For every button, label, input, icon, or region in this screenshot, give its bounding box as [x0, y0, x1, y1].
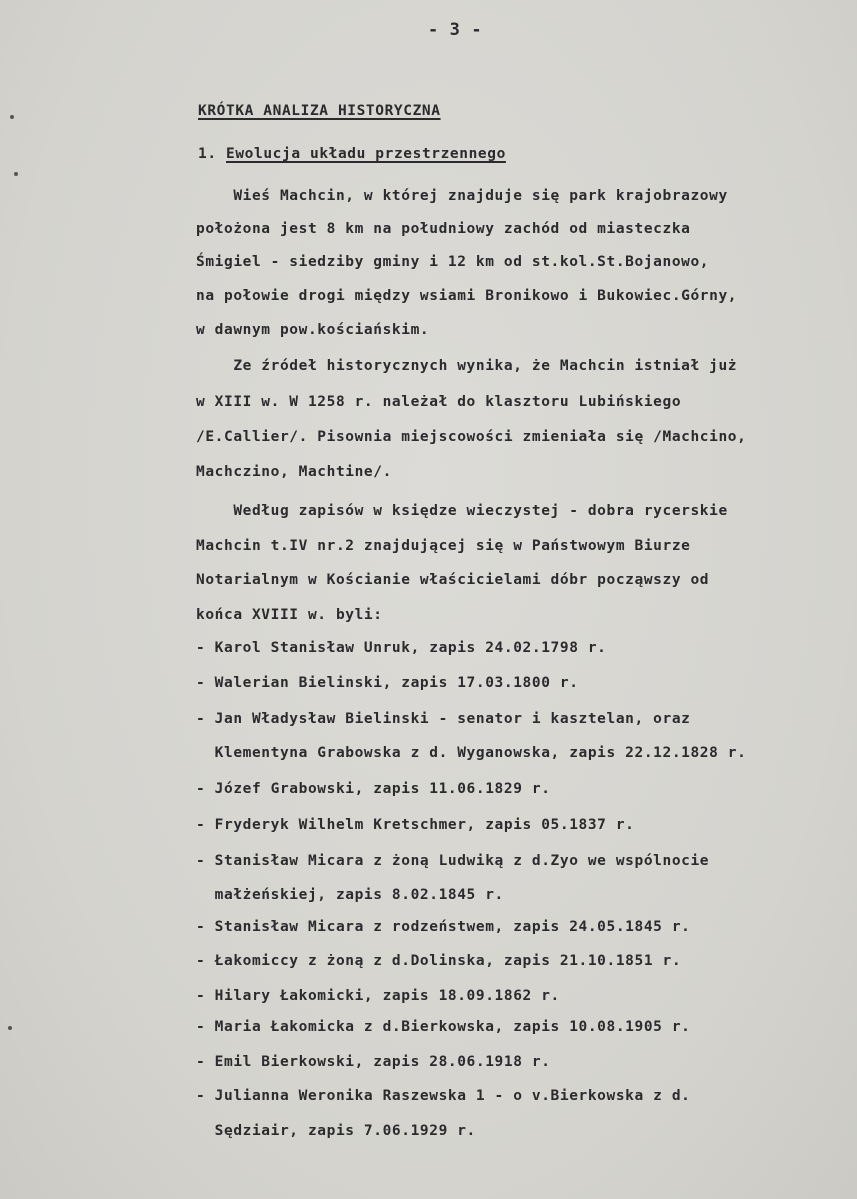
text-line: Klementyna Grabowska z d. Wyganowska, zapis 22.12.1828 r. [196, 745, 747, 761]
text-line: - Hilary Łakomicki, zapis 18.09.1862 r. [196, 988, 560, 1004]
text-line: - Julianna Weronika Raszewska 1 - o v.Bierkowska z d. [196, 1088, 691, 1104]
text-line: Wieś Machcin, w której znajduje się park krajobrazowy [196, 188, 728, 204]
text-line: - Emil Bierkowski, zapis 28.06.1918 r. [196, 1054, 551, 1070]
section-heading: KRÓTKA ANALIZA HISTORYCZNA [198, 103, 441, 119]
subsection-title: Ewolucja układu przestrzennego [226, 146, 506, 162]
text-line: w dawnym pow.kościańskim. [196, 322, 430, 338]
text-line: końca XVIII w. byli: [196, 607, 383, 623]
text-line: - Jan Władysław Bielinski - senator i kasztelan, oraz [196, 711, 691, 727]
text-line: Notarialnym w Kościanie właścicielami dóbr począwszy od [196, 572, 710, 588]
text-line: - Łakomiccy z żoną z d.Dolinska, zapis 21.10.1851 r. [196, 953, 682, 969]
text-line: Machcin t.IV nr.2 znajdującej się w Państwowym Biurze [196, 538, 691, 554]
text-line: - Walerian Bielinski, zapis 17.03.1800 r. [196, 675, 579, 691]
text-line: - Karol Stanisław Unruk, zapis 24.02.1798 r. [196, 640, 607, 656]
subsection-number: 1. [198, 146, 217, 162]
text-line: Śmigiel - siedziby gminy i 12 km od st.kol.St.Bojanowo, [196, 254, 710, 270]
text-line: małżeńskiej, zapis 8.02.1845 r. [196, 887, 504, 903]
text-line: położona jest 8 km na południowy zachód od miasteczka [196, 221, 691, 237]
punch-mark [10, 115, 14, 119]
text-line: - Maria Łakomicka z d.Bierkowska, zapis 10.08.1905 r. [196, 1019, 691, 1035]
text-line: - Józef Grabowski, zapis 11.06.1829 r. [196, 781, 551, 797]
text-line: Sędziair, zapis 7.06.1929 r. [196, 1123, 476, 1139]
text-line: - Fryderyk Wilhelm Kretschmer, zapis 05.1837 r. [196, 817, 635, 833]
text-line: - Stanisław Micara z rodzeństwem, zapis 24.05.1845 r. [196, 919, 691, 935]
page-number: - 3 - [428, 20, 483, 40]
text-line: - Stanisław Micara z żoną Ludwiką z d.Zyo we wspólnocie [196, 853, 710, 869]
punch-mark [14, 172, 18, 176]
text-line: na połowie drogi między wsiami Bronikowo i Bukowiec.Górny, [196, 288, 738, 304]
punch-mark [8, 1026, 12, 1030]
subsection-heading [198, 146, 506, 162]
text-line: Według zapisów w księdze wieczystej - dobra rycerskie [196, 503, 728, 519]
text-line: Ze źródeł historycznych wynika, że Machcin istniał już [196, 358, 738, 374]
text-line: /E.Callier/. Pisownia miejscowości zmieniała się /Machcino, [196, 429, 747, 445]
text-line: Machczino, Machtine/. [196, 464, 392, 480]
text-line: w XIII w. W 1258 r. należał do klasztoru Lubińskiego [196, 394, 682, 410]
